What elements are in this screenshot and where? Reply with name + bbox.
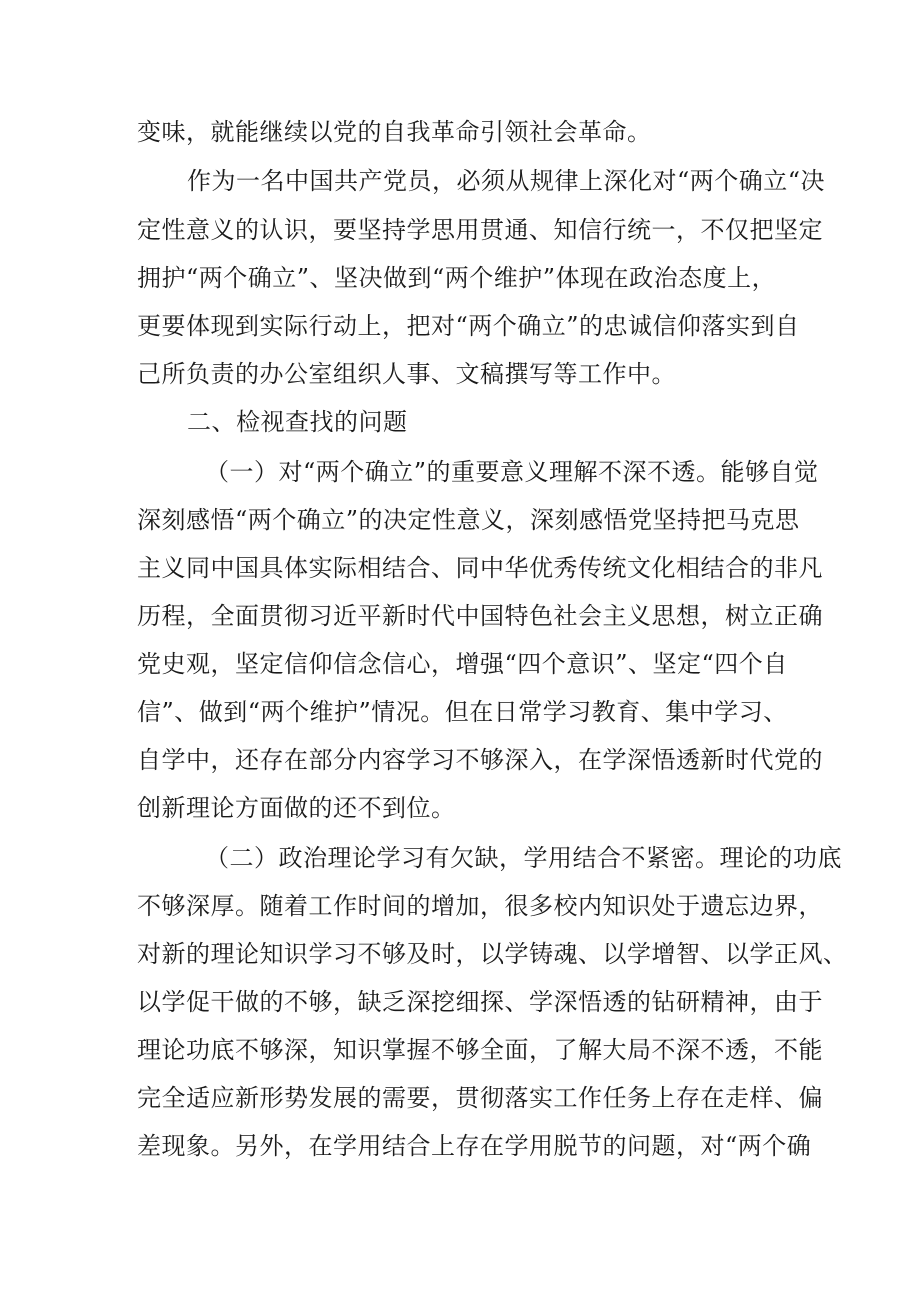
text-line: 拥护“两个确立”、坚决做到“两个维护”体现在政治态度上， [137,264,777,292]
text-line: （一）对“两个确立”的重要意义理解不深不透。能够自觉 [205,458,819,486]
text-line: 更要体现到实际行动上，把对“两个确立”的忠诚信仰落实到自 [137,312,800,340]
text-line: 己所负责的办公室组织人事、文稿撰写等工作中。 [137,360,676,388]
text-line: 历程，全面贯彻习近平新时代中国特色社会主义思想，树立正确 [137,602,823,630]
text-line: 理论功底不够深，知识掌握不够全面，了解大局不深不透，不能 [137,1036,823,1064]
text-line: （二）政治理论学习有欠缺，学用结合不紧密。理论的功底 [205,844,842,872]
text-line: 党史观，坚定信仰信念信心，增强“四个意识”、坚定“四个自 [137,650,788,678]
text-line: 主义同中国具体实际相结合、同中华优秀传统文化相结合的非凡 [137,554,823,582]
text-line: 对新的理论知识学习不够及时，以学铸魂、以学增智、以学正风、 [137,940,848,968]
text-line: 完全适应新形势发展的需要，贯彻落实工作任务上存在走样、偏 [137,1084,823,1112]
text-line: 定性意义的认识，要坚持学思用贯通、知信行统一，不仅把坚定 [137,216,823,244]
text-line: 差现象。另外，在学用结合上存在学用脱节的问题，对“两个确 [137,1132,812,1160]
text-line: 信”、做到“两个维护”情况。但在日常学习教育、集中学习、 [137,698,788,726]
text-line: 深刻感悟“两个确立”的决定性意义，深刻感悟党坚持把马克思 [137,506,800,534]
text-line: 作为一名中国共产党员，必须从规律上深化对“两个确立“决 [187,167,826,195]
text-line: 以学促干做的不够，缺乏深挖细探、学深悟透的钻研精神，由于 [137,988,823,1016]
text-line: 自学中，还存在部分内容学习不够深入，在学深悟透新时代党的 [137,746,823,774]
text-line: 不够深厚。随着工作时间的增加，很多校内知识处于遗忘边界， [137,892,823,920]
text-line: 创新理论方面做的还不到位。 [137,794,456,822]
text-line: 变味，就能继续以党的自我革命引领社会革命。 [137,118,652,146]
section-heading: 二、检视查找的问题 [187,408,408,436]
